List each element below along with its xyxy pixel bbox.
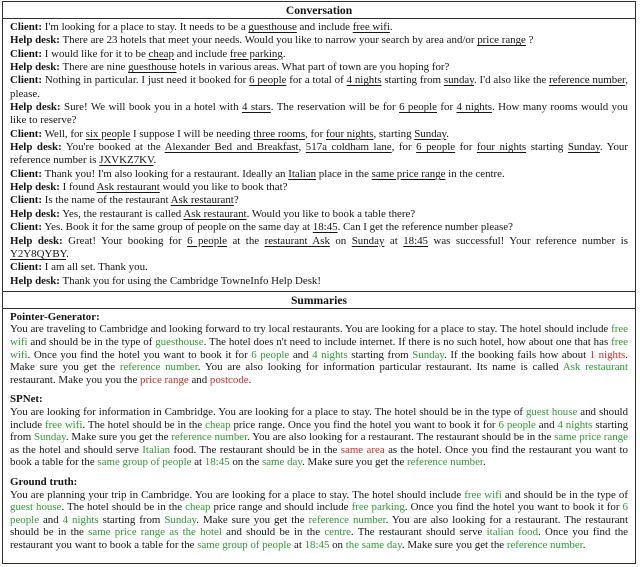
entity-correct: Sunday [412, 348, 445, 361]
entity-correct: reference number [119, 361, 198, 374]
entity-correct: reference number [308, 513, 386, 526]
conversation-turn: Client: Thank you! I'm also looking for a restaurant. Ideally an Italian place in the same price range in the centre. [10, 167, 505, 180]
speaker-label: Help desk: [10, 234, 63, 247]
summary-text: You are traveling to Cambridge and looking forward to try local restaurants. You are looking for a place to stay. The hotel should include free wifi and should be in the type of guesthouse. The hotel does n't need to include internet. If there is no such hotel, how about one that has free wifi. Once you find the hotel you want to book it for 6 people and 4 nights starting from Sunday. If the booking fails how about 1 nights. Make sure you get the reference number. You are also looking for information particular restaurant. Its name is called Ask restaurant restaurant. Make you you the price range and postcode. [10, 323, 629, 386]
slot-entity: same price range [371, 167, 446, 180]
slot-entity: Y2Y8QYBY [10, 247, 67, 260]
speaker-label: Client: [10, 194, 43, 207]
speaker-label: Client: [10, 74, 43, 87]
speaker-label: Client: [10, 127, 43, 140]
entity-correct: reference number [171, 431, 248, 444]
entity-correct: free wifi [10, 336, 628, 361]
entity-wrong: price range [140, 373, 189, 386]
speaker-label: Client: [10, 261, 43, 274]
slot-entity: JXVKZ7KV [99, 154, 154, 167]
slot-entity: Ask restaurant [183, 207, 247, 220]
entity-correct: 18:45 [304, 538, 330, 551]
slot-entity: 4 nights [456, 101, 493, 114]
entity-correct: same price range [554, 431, 628, 444]
entity-correct: 18:45 [204, 456, 230, 469]
entity-correct: same price range as the hotel [88, 526, 222, 539]
speaker-label: Help desk: [10, 274, 60, 287]
summary-model-label: Pointer-Generator: [10, 310, 100, 323]
speaker-label: Client: [10, 47, 43, 60]
conversation-turn: Help desk: I found Ask restaurant would you like to book that? [10, 181, 288, 194]
slot-entity: restaurant Ask [264, 234, 330, 247]
slot-entity: guesthouse [248, 21, 297, 33]
entity-correct: Sunday [33, 431, 66, 444]
summary-item [10, 476, 628, 552]
slot-entity: cheap [148, 47, 174, 60]
entity-correct: same group of people [97, 456, 192, 469]
summaries-title: Summaries [3, 291, 635, 309]
entity-correct: 4 nights [62, 513, 99, 526]
entity-correct: Ask restaurant [562, 361, 629, 374]
conversation-body [3, 19, 635, 291]
speaker-label: Help desk: [10, 101, 61, 114]
slot-entity: six people [85, 127, 131, 140]
slot-entity: sunday [443, 74, 474, 87]
slot-entity: Sunday [414, 127, 447, 140]
entity-correct: the same day [345, 538, 402, 551]
entity-correct: 4 nights [312, 348, 348, 361]
conversation-title: Conversation [3, 2, 635, 19]
slot-entity: price range [477, 34, 526, 47]
slot-entity: 517a coldham lane [305, 141, 392, 154]
slot-entity: guesthouse [128, 61, 177, 74]
entity-correct: cheap [205, 418, 231, 431]
entity-correct: same group of people [197, 538, 292, 551]
entity-correct: reference number [407, 456, 483, 469]
conversation-turn: Client: Nothing in particular. I just need it booked for 6 people for a total of 4 nights starting from sunday. I'd also like the reference number, please. [10, 74, 628, 100]
slot-entity: free parking [229, 47, 283, 60]
slot-entity: Ask restaurant [170, 194, 234, 207]
entity-correct: guest house [525, 406, 578, 419]
slot-entity: 6 people [187, 234, 228, 247]
entity-correct: cheap [185, 501, 211, 514]
entity-correct: free parking [351, 501, 405, 514]
slot-entity: 18:45 [312, 221, 338, 234]
conversation-turn: Client: I am all set. Thank you. [10, 261, 148, 274]
slot-entity: 4 nights [346, 74, 382, 87]
speaker-label: Client: [10, 167, 43, 180]
entity-correct: 6 people [10, 501, 628, 526]
slot-entity: three rooms [253, 127, 306, 140]
slot-entity: Alexander Bed and Breakfast [164, 141, 299, 154]
slot-entity: Italian [288, 167, 317, 180]
entity-correct: 6 people [498, 418, 536, 431]
entity-correct: 6 people [251, 348, 290, 361]
speaker-label: Help desk: [10, 34, 60, 47]
slot-entity: free wifi [352, 21, 390, 33]
slot-entity: 4 stars [241, 101, 271, 114]
entity-correct: free wifi [464, 488, 502, 501]
slot-entity: Sunday [351, 234, 385, 247]
slot-entity: 6 people [416, 141, 456, 154]
conversation-turn: Client: I would like for it to be cheap and include free parking. [10, 47, 286, 60]
entity-correct: free wifi [44, 418, 83, 431]
entity-correct: free wifi [10, 323, 628, 349]
summary-text: You are looking for information in Cambridge. You are looking for a place to stay. The hotel should be in the type of guest house and should include free wifi. The hotel should be in the cheap price range. Once you find the hotel you want to book it for 6 people and 4 nights starting from Sunday. Make sure you get the reference number. You are also looking for a restaurant. The restaurant should be in the same price range as the hotel and should serve Italian food. The restaurant should be in the same area as the hotel. Once you find the restaurant you want to book a table for the same group of people at 18:45 on the same day. Make sure you get the reference number. [10, 406, 629, 469]
conversation-turn: Help desk: You're booked at the Alexander Bed and Breakfast, 517a coldham lane, for 6 people for four nights starting Sunday. Your reference number is JXVKZ7KV. [10, 141, 628, 167]
entity-correct: centre [324, 526, 351, 539]
entity-wrong: 1 nights [589, 348, 626, 361]
entity-correct: reference number [506, 538, 583, 551]
entity-correct: same day [261, 456, 303, 469]
conversation-turn: Client: Is the name of the restaurant Ask restaurant? [10, 194, 239, 207]
speaker-label: Help desk: [10, 61, 60, 74]
slot-entity: 6 people [399, 101, 437, 114]
speaker-label: Client: [10, 21, 43, 33]
slot-entity: 18:45 [403, 234, 428, 247]
entity-correct: guesthouse [155, 336, 204, 349]
slot-entity: reference number [549, 74, 626, 87]
speaker-label: Client: [10, 221, 43, 234]
summary-model-label: SPNet: [10, 393, 43, 406]
entity-wrong: postcode [209, 373, 249, 386]
conversation-turn: Help desk: Sure! We will book you in a hotel with 4 stars. The reservation will be for 6 people for 4 nights. How many rooms would you like to reserve? [10, 101, 628, 127]
speaker-label: Help desk: [10, 207, 60, 220]
conversation-turn: Help desk: There are 23 hotels that meet your needs. Would you like to narrow your search by area and/or price range ? [10, 34, 534, 47]
entity-correct: Sunday [164, 513, 197, 526]
slot-entity: 6 people [249, 74, 287, 87]
entity-correct: italian food [486, 526, 539, 539]
summary-model-label: Ground truth: [10, 476, 78, 488]
entity-correct: Italian [142, 443, 171, 456]
speaker-label: Help desk: [10, 141, 62, 154]
summary-item [10, 311, 628, 387]
summary-text: You are planning your trip in Cambridge. You are looking for a place to stay. The hotel should include free wifi and should be in the type of guest house. The hotel should be in the cheap price range and should include free parking. Once you find the hotel you want to book it for 6 people and 4 nights starting from Sunday. Make sure you get the reference number. You are also looking for a restaurant. The restaurant should be in the same price range as the hotel and should be in the centre. The restaurant should serve italian food. Once you find the restaurant you want to book a table for the same group of people at 18:45 on the same day. Make sure you get the reference number. [10, 488, 629, 551]
slot-entity: Ask restaurant [96, 181, 160, 194]
conversation-turn: Help desk: Yes, the restaurant is called Ask restaurant. Would you like to book a table there? [10, 207, 416, 220]
slot-entity: four nights [325, 127, 374, 140]
entity-wrong: same area [340, 443, 385, 456]
speaker-label: Help desk: [10, 181, 60, 194]
conversation-turn: Client: Well, for six people I suppose I will be needing three rooms, for four nights, starting Sunday. [10, 127, 449, 140]
paper-figure [2, 1, 636, 564]
conversation-turn: Help desk: There are nine guesthouse hotels in various areas. What part of town are you hoping for? [10, 61, 450, 74]
conversation-turn: Help desk: Thank you for using the Cambridge TowneInfo Help Desk! [10, 274, 322, 287]
summary-item [10, 393, 628, 469]
slot-entity: Sunday [567, 141, 600, 154]
slot-entity: four nights [476, 141, 527, 154]
conversation-turn: Client: Yes. Book it for the same group of people on the same day at 18:45. Can I get the reference number please? [10, 221, 513, 234]
entity-correct: guest house [10, 501, 62, 514]
entity-correct: 4 nights [557, 418, 593, 431]
conversation-turn: Help desk: Great! Your booking for 6 people at the restaurant Ask on Sunday at 18:45 was successful! Your reference number is Y2Y8QYBY. [10, 234, 628, 260]
summaries-body [3, 309, 635, 552]
conversation-turn: Client: I'm looking for a place to stay. It needs to be a guesthouse and include free wifi. [10, 21, 393, 33]
